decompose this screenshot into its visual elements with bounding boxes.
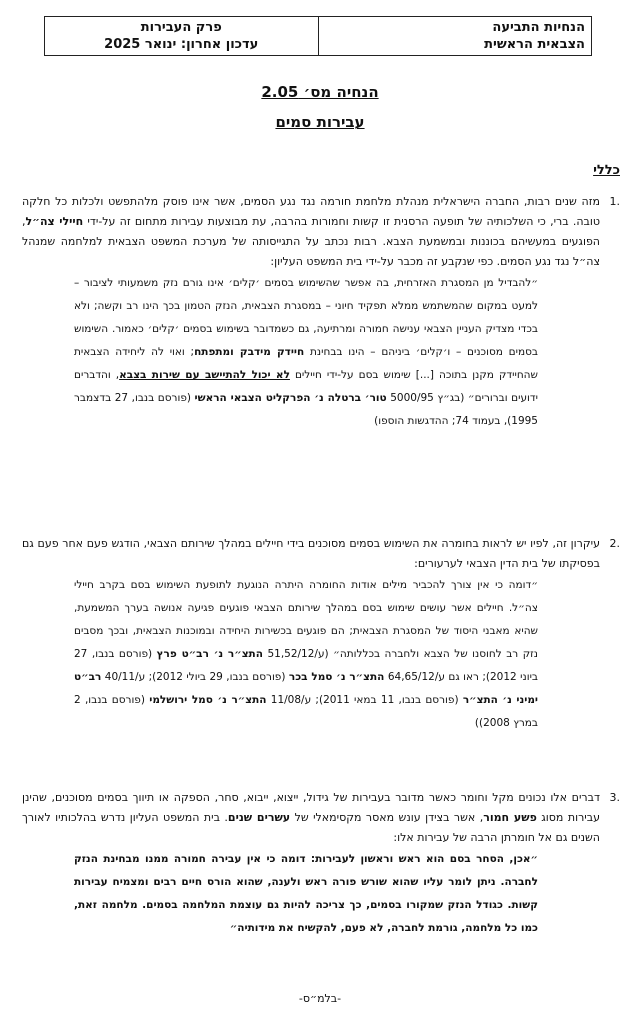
quote-text: , והדברים ידועים וברורים״ (בג״ץ 5000/95	[74, 369, 538, 404]
quote-text: ״אכן, הסחר בסם הוא ראש וראשון לעבירות: דומה כי אין עבירה חמורה ממנו מבחינת הנזק לחברה. ניתן לומר עליו שהוא שורש פורה ראש ולענה, שהוא הורס חיים רבים ומצמיח עבירות קשות. כגודל הנזק שמקורו בסמים, כך צריכה להיות גם עוצמת המלחמה בסמים. מלחמה זאת, כמו כל מלחמה, גורמת לחברה, לא פעם, להקשיח את מידותיה״	[74, 853, 538, 934]
quote-text: (פורסם בנבו, 2 במרץ 2008))	[74, 694, 538, 729]
paragraph-text: מזה שנים רבות, החברה הישראלית מנהלת מלחמת חורמה נגד נגע הסמים, אשר אינו פוסק מלהתפשט ולכלות כל חלקה טובה. ברי, כי השלכותיה של תופעה הרסנית זו קשות וחמורות בהרבה, עת מבוצעות עבירות מתחום זה על-ידי	[22, 195, 601, 228]
header-update-date: עדכון אחרון: ינואר 2025	[104, 37, 259, 52]
paragraph-2	[22, 534, 620, 735]
quote-text: (פורסם בנבו, 29 ביולי 2012); ע/40/11	[101, 671, 289, 683]
emphasis-text: עשרים שנים	[227, 811, 291, 824]
case-name: התצ״ר נ׳ רב״ט פרץ	[156, 648, 263, 660]
quote-text: (פורסם בנבו, 11 במאי 2011); ע/11/08	[266, 694, 463, 706]
paragraph-text: דברים אלו נכונים מקל וחומר כאשר מדובר בעבירות של גידול, ייצוא, ייבוא, סחר, הספקה או תיווך בסמים מסוכנים, שהינן עבירות מסוג	[22, 791, 600, 824]
header-issuer-line1: הנחיות התביעה	[492, 20, 585, 35]
quote-text: ״דומה כי אין צורך להכביר מילים אודות החומרה היתרה הנוגעת לתופעת השימוש בסם בקרב חיילי צה״ל. חיילים אשר עושים שימוש בסם במהלך שירותם הצבאי פוגעים פגיעה אנושה בערך המשמעת, שהיא מאבני היסוד של המסגרת הצבאית; הם פוגעים בכשירות היחידה ובמוכנות הצבאית, ובכך מסבים נזק רב לחוסנו של הצבא ולחברה בכללותה״ (ע/51,52/12	[74, 579, 538, 660]
classification-footer: -בלמ״ס-	[298, 992, 342, 1005]
quote-text: (פורסם בנבו, 27 בדצמבר 1995), בעמוד 74; ההדגשות הוספו)	[74, 392, 538, 427]
emphasis-text: חיילי צה״ל	[25, 215, 84, 228]
quote-text: ; ואוי לה ליחידה הצבאית שהחיידק מקנן בתוכה [...] שימוש בסם על-ידי חיילים	[74, 346, 538, 381]
paragraph-text: . בית המשפט העליון נדרש בהלכותיו לאורך השנים גם אל חומרתן הרבה של עבירות אלו:	[22, 811, 600, 844]
case-name: טור׳ ברטלה נ׳ הפרקליט הצבאי הראשי	[194, 392, 387, 404]
case-name: התצ״ר נ׳ סמל ירושלמי	[149, 694, 267, 706]
emphasis-text: פשע חמור	[483, 811, 537, 824]
header-issuer-line2: הצבאית הראשית	[484, 37, 585, 52]
quote-text: (פורסם בנבו, 27 ביוני 2012); ראו גם ע/64,65/12	[74, 648, 538, 683]
paragraph-body	[22, 788, 600, 848]
paragraph-3	[22, 788, 620, 940]
paragraph-body: עיקרון זה, לפיו יש לראות בחומרה את השימוש בסמים מסוכנים בידי חיילים במהלך שירותם הצבאי, הודגש פעם אחר פעם גם בפסיקתו של בית הדין הצבאי לערעורים:	[22, 537, 600, 570]
quote-text: ״להבדיל מן המסגרת האזרחית, בה אפשר שהשימוש בסמים ׳קלים׳ אינו גורם נזק משמעותי לציבור – למעט במקום שהמשתמש ממלא תפקיד חיוני – במסגרת הצבאית, הנזק הטמון בכך הינו רב וקשה; ולא בכדי מצדיק העניין הצבאי ענישה חמורה ומרתיעה, גם כשמדובר בשימוש בסמים ׳קלים׳ כאמור. השימוש בסמים מסוכנים – ו׳קלים׳ ביניהם – הינו בבחינת	[74, 277, 538, 358]
paragraph-body	[22, 192, 600, 272]
header-issuer	[318, 17, 592, 56]
directive-number: הנחיה מס׳ 2.05	[261, 83, 379, 101]
case-name: התצ״ר נ׳ סמל בכר	[288, 671, 385, 683]
paragraph-text: , אשר בצידן עונש מאסר מקסימאלי של	[290, 811, 484, 824]
quote-emphasis: לא יכול להתיישב עם שירות בצבא	[119, 369, 290, 381]
section-heading: כללי	[593, 163, 620, 178]
paragraph-number: .3	[609, 791, 620, 804]
case-name: רב״ט ימיני נ׳ התצ״ר	[74, 671, 539, 706]
block-quote	[74, 848, 538, 940]
paragraph-number: .1	[609, 195, 620, 208]
header-chapter	[45, 17, 319, 56]
document-header	[44, 16, 592, 56]
quote-emphasis: חיידק מידבק ומתפתח	[194, 346, 305, 358]
block-quote	[74, 574, 538, 735]
paragraph-text: , הפוגעים במעשיהם בכוננות ובמשמעת הצבא. רבות נכתב על התגייסותה של מערכת המשפט הצבאית למלחמה שמנהל צה״ל נגד נגע הסמים. כפי שנקבע זה מכבר על-ידי בית המשפט העליון:	[22, 215, 600, 268]
paragraph-number: .2	[609, 537, 620, 550]
directive-subject: עבירות סמים	[275, 113, 365, 131]
paragraph-1	[22, 192, 620, 433]
header-chapter-line1: פרק העבירות	[140, 20, 222, 35]
block-quote	[74, 272, 538, 433]
